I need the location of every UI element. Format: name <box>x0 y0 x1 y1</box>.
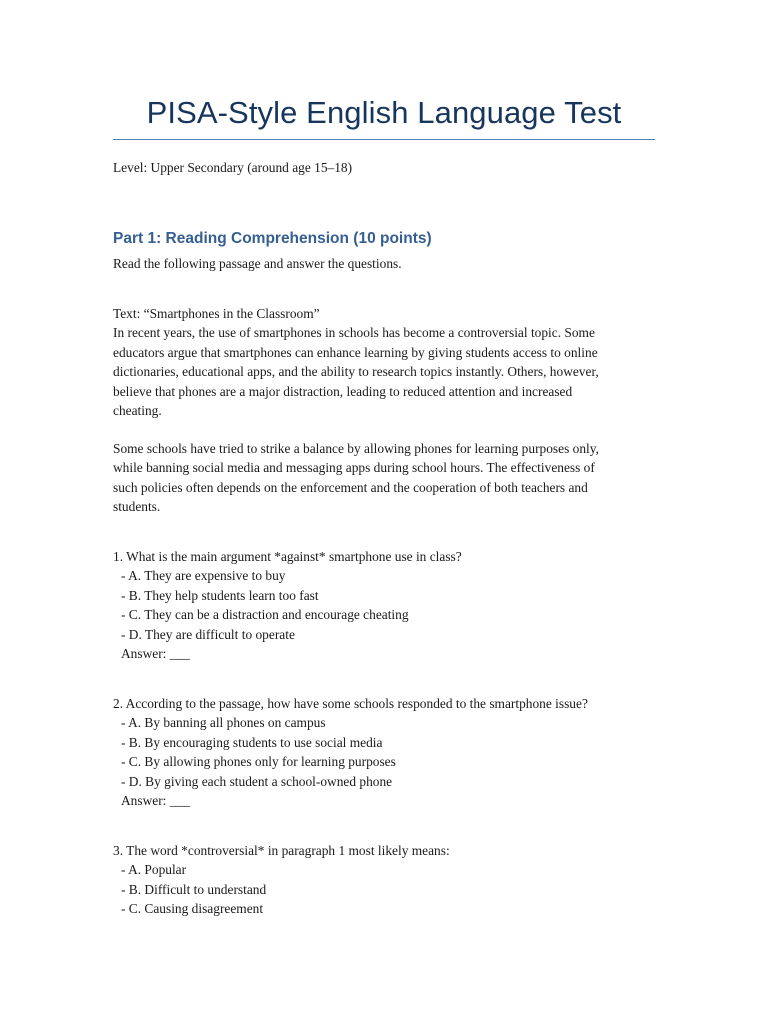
question-prompt: 3. The word *controversial* in paragraph 1 most likely means: <box>113 843 450 858</box>
question-3 <box>113 841 655 919</box>
passage-p2-line: Some schools have tried to strike a balance by allowing phones for learning purposes only, <box>113 441 599 456</box>
passage-p1-line: cheating. <box>113 403 162 419</box>
answer-option: - C. Causing disagreement <box>121 901 264 917</box>
passage <box>113 304 655 420</box>
document-title: PISA-Style English Language Test <box>146 95 622 130</box>
passage-p2-line: students. <box>113 499 161 515</box>
question-prompt: 1. What is the main argument *against* smartphone use in class? <box>113 549 462 564</box>
answer-option: - B. Difficult to understand <box>121 881 267 897</box>
passage-paragraph-2 <box>113 439 655 517</box>
answer-option: - A. By banning all phones on campus <box>121 715 326 731</box>
answer-option: - C. By allowing phones only for learning purposes <box>121 754 396 770</box>
question-2 <box>113 694 655 810</box>
answer-blank: Answer: ___ <box>121 793 190 809</box>
answer-option: - A. Popular <box>121 862 187 878</box>
passage-p1-line: educators argue that smartphones can enhance learning by giving students access to online <box>113 344 598 360</box>
answer-option: - D. They are difficult to operate <box>121 626 295 642</box>
passage-p1-line: In recent years, the use of smartphones in schools has become a controversial topic. Some <box>113 325 595 341</box>
answer-option: - B. They help students learn too fast <box>121 587 319 603</box>
part1-heading: Part 1: Reading Comprehension (10 points) <box>113 230 432 247</box>
passage-p2-line: such policies often depends on the enforcement and the cooperation of both teachers and <box>113 479 588 495</box>
title-underline <box>113 139 655 140</box>
answer-blank: Answer: ___ <box>121 646 190 662</box>
passage-p1-line: believe that phones are a major distraction, leading to reduced attention and increased <box>113 383 573 399</box>
answer-option: - C. They can be a distraction and encourage cheating <box>121 607 409 623</box>
level-text: Level: Upper Secondary (around age 15–18) <box>113 160 353 175</box>
part1-instructions: Read the following passage and answer the questions. <box>113 256 402 271</box>
question-1 <box>113 547 655 663</box>
passage-title: Text: “Smartphones in the Classroom” <box>113 306 320 321</box>
answer-option: - B. By encouraging students to use social media <box>121 734 383 750</box>
question-prompt: 2. According to the passage, how have some schools responded to the smartphone issue? <box>113 696 588 711</box>
passage-p2-line: while banning social media and messaging apps during school hours. The effectiveness of <box>113 460 595 476</box>
passage-p1-line: dictionaries, educational apps, and the ability to research topics instantly. Others, however, <box>113 364 599 380</box>
answer-option: - A. They are expensive to buy <box>121 568 286 584</box>
answer-option: - D. By giving each student a school-owned phone <box>121 773 393 789</box>
